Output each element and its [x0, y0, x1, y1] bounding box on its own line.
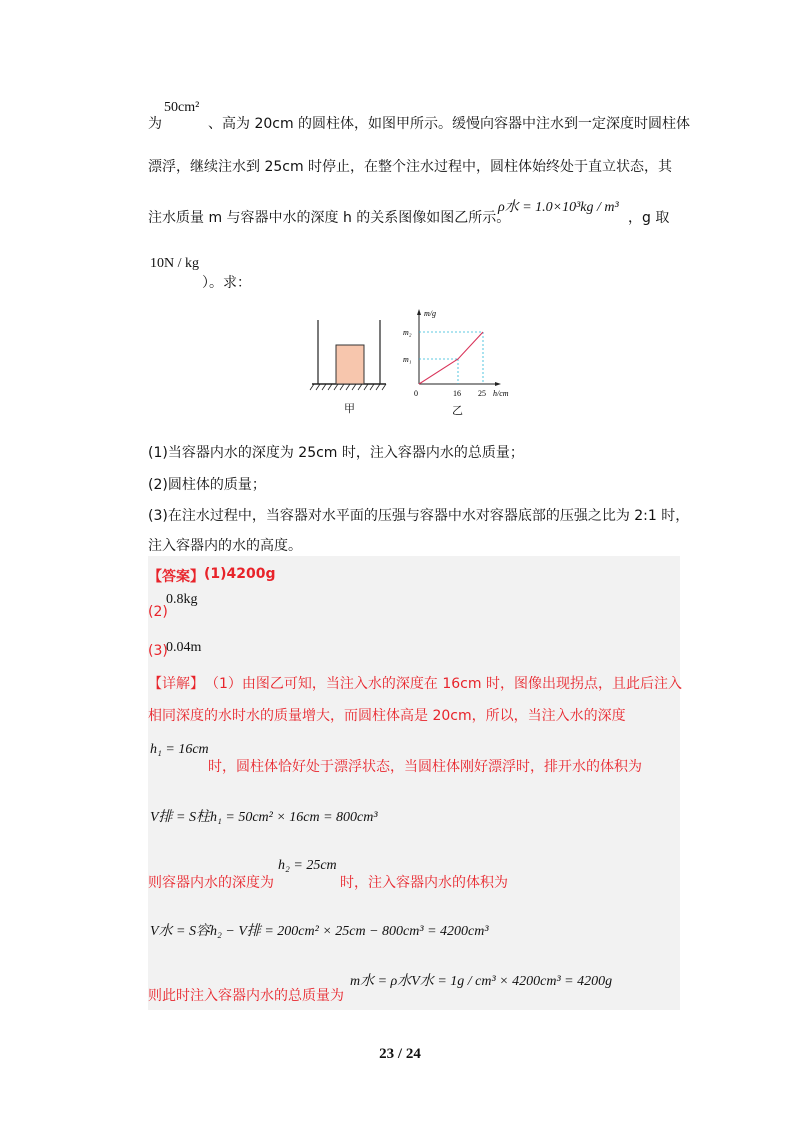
problem-line2: 漂浮，继续注水到 25cm 时停止，在整个注水过程中，圆柱体始终处于直立状态，其 — [148, 159, 673, 175]
ground-hatching — [310, 384, 386, 390]
question-1: (1)当容器内水的深度为 25cm 时，注入容器内水的总质量； — [148, 445, 524, 461]
question-3: (3)在注水过程中，当容器对水平面的压强与容器中水对容器底部的压强之比为 2:1 时， — [148, 508, 690, 524]
explanation-line5-suffix: 时，注入容器内水的体积为 — [340, 875, 508, 891]
mass-depth-line — [419, 332, 483, 384]
explanation-line1: （1）由图乙可知，当注入水的深度在 16cm 时，图像出现拐点，且此后注入 — [205, 676, 682, 692]
x-tick-25: 25 — [478, 389, 486, 398]
answer-panel — [148, 556, 680, 1010]
y-tick-m1: m₁ — [403, 355, 412, 364]
answer-3-label: (3) — [148, 643, 168, 659]
x-tick-0: 0 — [414, 389, 418, 398]
density-formula: ρ水 = 1.0×10³kg / m³ — [498, 200, 619, 215]
m-water-formula: m水 = ρ水V水 = 1g / cm³ × 4200cm³ = 4200g — [350, 974, 613, 989]
v-water-formula: V水 = S容h₂ − V排 = 200cm² × 25cm − 800cm³ = 4200cm³ — [150, 924, 489, 939]
problem-line1-prefix: 为 — [148, 116, 162, 132]
explanation-line5: 则容器内水的深度为 — [148, 875, 274, 891]
explanation-line7: 则此时注入容器内水的总质量为 — [148, 988, 344, 1004]
h1-formula: h₁ = 16cm — [150, 742, 209, 757]
page-number: 23 / 24 — [379, 1046, 421, 1062]
problem-line1: 、高为 20cm 的圆柱体，如图甲所示。缓慢向容器中注水到一定深度时圆柱体 — [208, 116, 691, 132]
cylinder-block — [336, 345, 364, 384]
question-2: (2)圆柱体的质量； — [148, 477, 266, 493]
figure-yi-graph — [400, 306, 522, 402]
caption-yi: 乙 — [452, 404, 463, 417]
h2-formula: h₂ = 25cm — [278, 858, 337, 873]
explanation-line3: 时，圆柱体恰好处于漂浮状态，当圆柱体刚好漂浮时，排开水的体积为 — [208, 759, 642, 775]
area-formula: 50cm² — [164, 100, 200, 115]
y-axis-label: m/g — [424, 309, 436, 318]
answer-2-value: 0.8kg — [166, 592, 198, 607]
explanation-line2: 相同深度的水时水的质量增大，而圆柱体高是 20cm，所以，当注入水的深度 — [148, 708, 626, 724]
answer-1: (1)4200g — [204, 566, 276, 582]
answer-3-value: 0.04m — [166, 640, 202, 655]
x-axis-label: h/cm — [493, 389, 509, 398]
explanation-label: 【详解】 — [148, 676, 204, 692]
g-formula: 10N / kg — [150, 256, 199, 271]
caption-jia: 甲 — [344, 402, 355, 415]
y-axis-arrow — [417, 309, 421, 315]
x-tick-16: 16 — [453, 389, 461, 398]
y-tick-m2: m₂ — [403, 328, 412, 337]
problem-line3: 注水质量 m 与容器中水的深度 h 的关系图像如图乙所示。 — [148, 210, 511, 226]
question-3-continued: 注入容器内的水的高度。 — [148, 538, 302, 554]
guide-dashes — [419, 332, 483, 384]
problem-line4: ）。求： — [202, 275, 251, 291]
v-displaced-formula: V排 = S柱h₁ = 50cm² × 16cm = 800cm³ — [150, 810, 378, 825]
problem-line3-suffix: ，g 取 — [628, 210, 670, 226]
x-axis-arrow — [495, 382, 501, 386]
answer-2-label: (2) — [148, 604, 168, 620]
answer-label: 【答案】 — [148, 569, 204, 585]
figure-jia — [308, 314, 388, 392]
